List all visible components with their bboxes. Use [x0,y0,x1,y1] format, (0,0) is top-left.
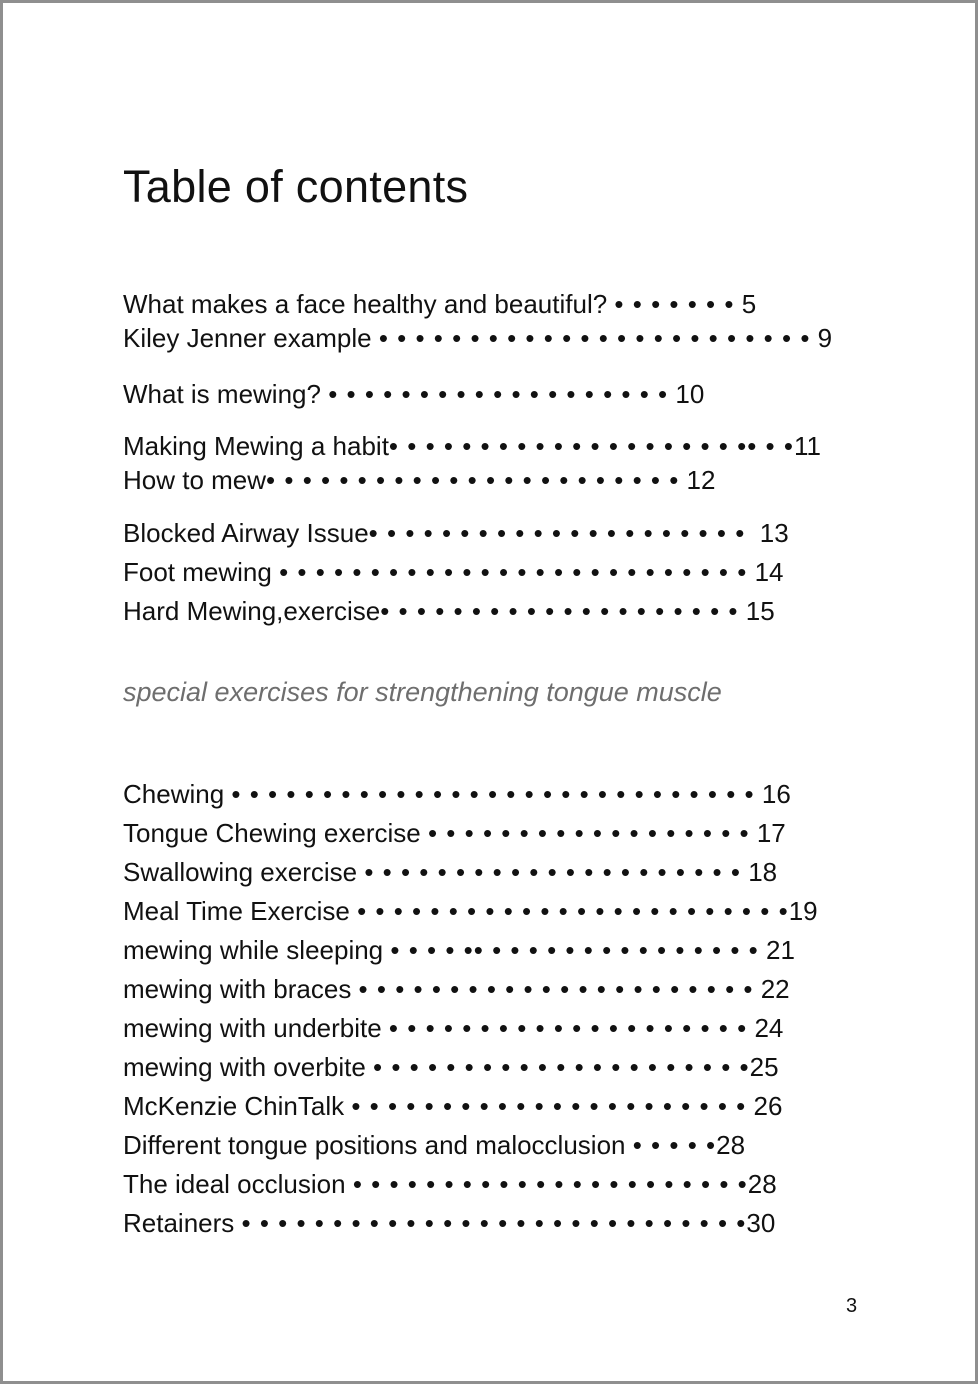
dot-leader: • • • • • • • • • • • • • • • • • • • • • • • [266,465,680,495]
toc-entry-page: 30 [746,1208,776,1238]
toc-entry[interactable] [123,814,915,853]
dot-leader: • • • • • • • • • • • • • • • • • • • • [380,596,739,626]
toc-entry[interactable] [123,1204,915,1243]
page-title: Table of contents [123,161,469,212]
toc-entry-label: mewing while sleeping [123,935,391,965]
dot-leader: • • • • • • • • • • • • • • • • • • • • • • • • [378,323,811,353]
toc-entry-page: 21 [758,935,795,965]
dot-leader: • • • • • • • • • • • • • • • • • • • [328,379,669,409]
dot-leader: • • • • • • • • • • • • • • • • • • • • • • • • • • • • • [231,779,755,809]
toc-entry-page: 26 [746,1091,783,1121]
toc-entry-page: 14 [747,557,784,587]
toc-entry-label: Retainers [123,1208,242,1238]
toc-entry[interactable] [123,592,915,631]
toc-entry-page: 19 [788,896,818,926]
toc-entry-page: 25 [749,1052,779,1082]
dot-leader: • • • • • [632,1130,717,1160]
toc-entry-label: Tongue Chewing exercise [123,818,428,848]
toc-entry[interactable] [123,892,915,931]
toc-group-exercises [123,775,915,1243]
page-content [3,3,975,1243]
toc-group-what-is-mewing [123,375,915,414]
dot-leader: • • • • •• • • • • • • • • • • • • • • • [390,935,759,965]
toc-entry-label: Different tongue positions and malocclusion [123,1130,633,1160]
toc-entry-page: 16 [754,779,791,809]
toc-entry[interactable] [123,463,915,497]
toc-entry-label: The ideal occlusion [123,1169,353,1199]
dot-leader: • • • • • • • • • • • • • • • • • • • • • [373,1052,750,1082]
dot-leader: • • • • • • • • • • • • • • • • • • • • [388,1013,748,1043]
toc-entry-page: 9 [810,323,833,353]
dot-leader: • • • • • • • • • • • • • • • • • • • • • • [352,1169,748,1199]
dot-leader: • • • • • • • • • • • • • • • • • • • • • • • • • • • • [241,1208,747,1238]
toc-entry-label: Meal Time Exercise [123,896,358,926]
toc-entry-label: How to mew [123,465,267,495]
toc-entry-label: Chewing [123,779,232,809]
dot-leader: • • • • • • • • • • • • • • • • • • [427,818,750,848]
toc-entry[interactable] [123,1048,915,1087]
toc-entry-label: mewing with braces [123,974,359,1004]
toc-entry-label: Making Mewing a habit [123,431,389,461]
toc-entry-page: 28 [716,1130,746,1160]
toc-entry[interactable] [123,514,915,553]
toc-entry[interactable] [123,1126,915,1165]
toc-entry-label: McKenzie ChinTalk [123,1091,352,1121]
toc-group-intro [123,287,915,355]
toc-entry-page: 5 [734,289,757,319]
toc-entry[interactable] [123,1165,915,1204]
toc-entry-page: 12 [679,465,716,495]
toc-entry-page: 24 [747,1013,784,1043]
toc-entry[interactable] [123,853,915,892]
toc-entry-page: 11 [793,431,821,461]
toc-entry-page: 13 [745,518,789,548]
toc-entry-page: 28 [747,1169,777,1199]
toc-entry[interactable] [123,970,915,1009]
toc-group-issues [123,514,915,631]
dot-leader: • • • • • • • • • • • • • • • • • • • • • [368,518,746,548]
section-note: special exercises for strengthening tongue muscle [123,677,722,707]
toc-entry[interactable] [123,375,915,414]
toc-entry-page: 18 [740,857,778,887]
toc-entry-label: Kiley Jenner example [123,323,379,353]
toc-entry-label: What makes a face healthy and beautiful? [123,289,615,319]
dot-leader: • • • • • • • • • • • • • • • • • • • • • • • • [357,896,789,926]
toc-entry[interactable] [123,1087,915,1126]
toc-entry-page: 10 [668,379,705,409]
toc-entry-page: 17 [749,818,786,848]
toc-entry[interactable] [123,931,915,970]
toc-entry[interactable] [123,775,915,814]
toc-entry-label: mewing with overbite [123,1052,373,1082]
toc-entry-page: 22 [753,974,790,1004]
toc-entry[interactable] [123,321,915,355]
dot-leader: • • • • • • • • • • • • • • • • • • • • • • • • • • [279,557,748,587]
toc-group-habit [123,429,915,497]
toc-entry-label: mewing with underbite [123,1013,389,1043]
toc-entry[interactable] [123,1009,915,1048]
dot-leader: • • • • • • • • • • • • • • • • • • • • • [364,857,741,887]
dot-leader: • • • • • • • [614,289,735,319]
toc-entry[interactable] [123,287,915,321]
toc-entry-page: 15 [738,596,775,626]
toc-entry[interactable] [123,429,915,463]
toc-entry-label: Foot mewing [123,557,280,587]
page-number: 3 [846,1295,858,1317]
toc-entry-label: Swallowing exercise [123,857,365,887]
dot-leader: • • • • • • • • • • • • • • • • • • • • • • [358,974,754,1004]
dot-leader: • • • • • • • • • • • • • • • • • • • • • • [351,1091,747,1121]
toc-entry[interactable] [123,553,915,592]
toc-entry-label: Hard Mewing,exercise [123,596,381,626]
dot-leader: • • • • • • • • • • • • • • • • • • • •• • • [388,431,794,461]
toc-entry-label: What is mewing? [123,379,329,409]
toc-entry-label: Blocked Airway Issue [123,518,369,548]
